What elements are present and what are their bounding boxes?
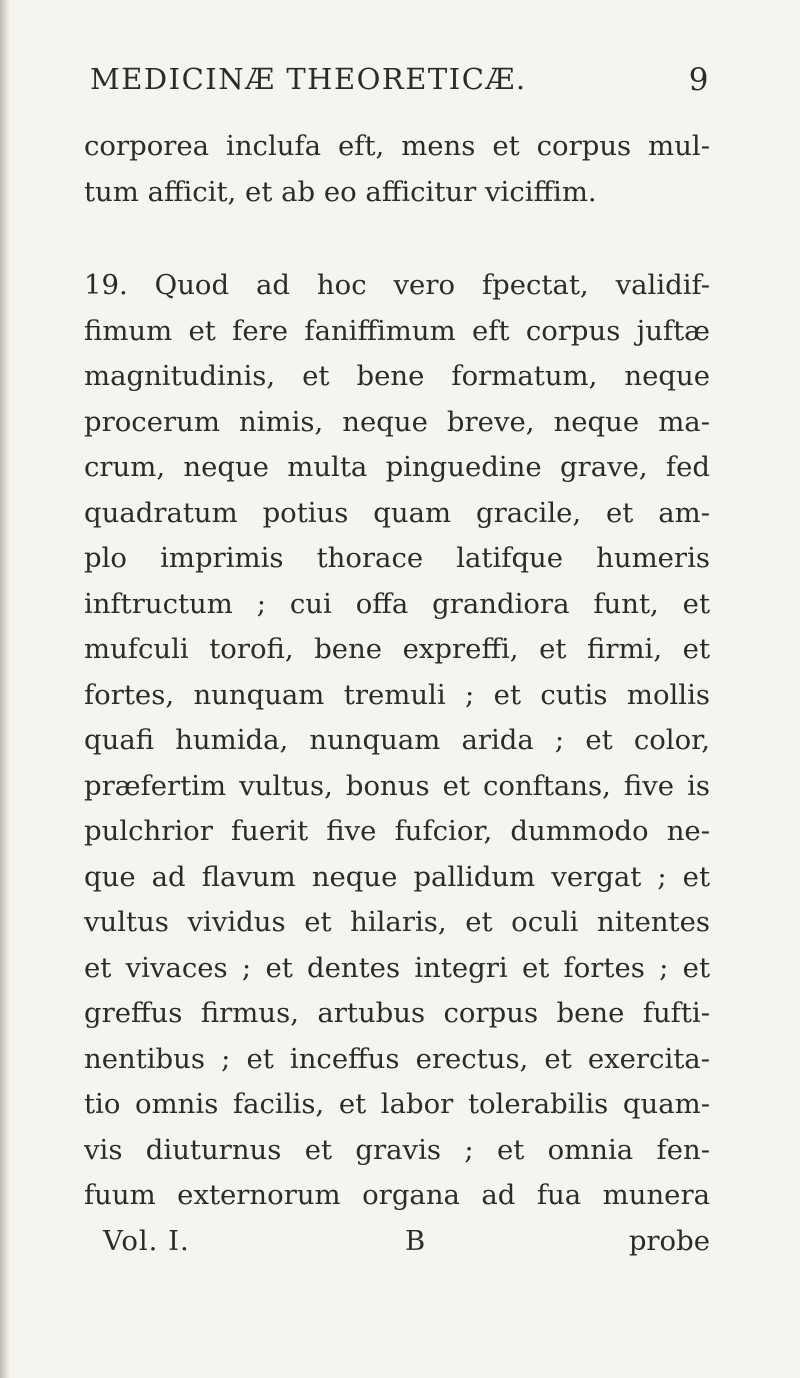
text-line: magnitudinis, et bene formatum, neque	[84, 360, 710, 392]
volume-signature: Vol. I.	[103, 1225, 190, 1257]
paragraph-2	[84, 263, 710, 1219]
text-line: 19. Quod ad hoc vero fpectat, validif-	[84, 269, 710, 301]
running-head	[90, 62, 710, 96]
text-line: corporea inclufa eft, mens et corpus mul-	[84, 130, 710, 162]
page-number: 9	[688, 62, 710, 98]
running-head-title: MEDICINÆ THEORETICÆ.	[90, 62, 527, 96]
text-line: præfertim vultus, bonus et conftans, five is	[84, 769, 710, 802]
text-line: quafi humida, nunquam arida ; et color,	[84, 724, 710, 756]
text-line: inftructum ; cui offa grandiora funt, et	[84, 587, 710, 620]
catchword: probe	[628, 1225, 710, 1257]
text-line: quadratum potius quam gracile, et am-	[84, 496, 710, 529]
text-line: nentibus ; et inceffus erectus, et exercita-	[84, 1042, 710, 1075]
text-line: crum, neque multa pinguedine grave, fed	[84, 451, 710, 483]
text-line: fuum externorum organa ad fua munera	[84, 1179, 710, 1211]
text-line: tum afficit, et ab eo afficitur viciffim.	[84, 175, 597, 208]
text-line: vultus vividus et hilaris, et oculi nitentes	[84, 906, 710, 938]
text-line: que ad flavum neque pallidum vergat ; et	[84, 860, 710, 893]
text-line: plo imprimis thorace latifque humeris	[84, 542, 710, 574]
body-text	[84, 124, 710, 1219]
text-line: tio omnis facilis, et labor tolerabilis quam-	[84, 1088, 710, 1120]
page-footer	[103, 1221, 710, 1261]
text-line: fimum et fere faniffimum eft corpus juftæ	[84, 314, 710, 347]
gathering-signature: B	[405, 1225, 426, 1257]
text-line: greffus firmus, artubus corpus bene fufti-	[84, 997, 710, 1029]
text-line: et vivaces ; et dentes integri et fortes ; et	[84, 951, 710, 984]
paragraph-1	[84, 124, 710, 215]
text-line: procerum nimis, neque breve, neque ma-	[84, 405, 710, 438]
text-line: vis diuturnus et gravis ; et omnia fen-	[84, 1133, 710, 1166]
text-line: fortes, nunquam tremuli ; et cutis mollis	[84, 678, 710, 711]
text-line: mufculi torofi, bene expreffi, et firmi, et	[84, 633, 710, 665]
text-line: pulchrior fuerit five fufcior, dummodo ne-	[84, 815, 710, 847]
